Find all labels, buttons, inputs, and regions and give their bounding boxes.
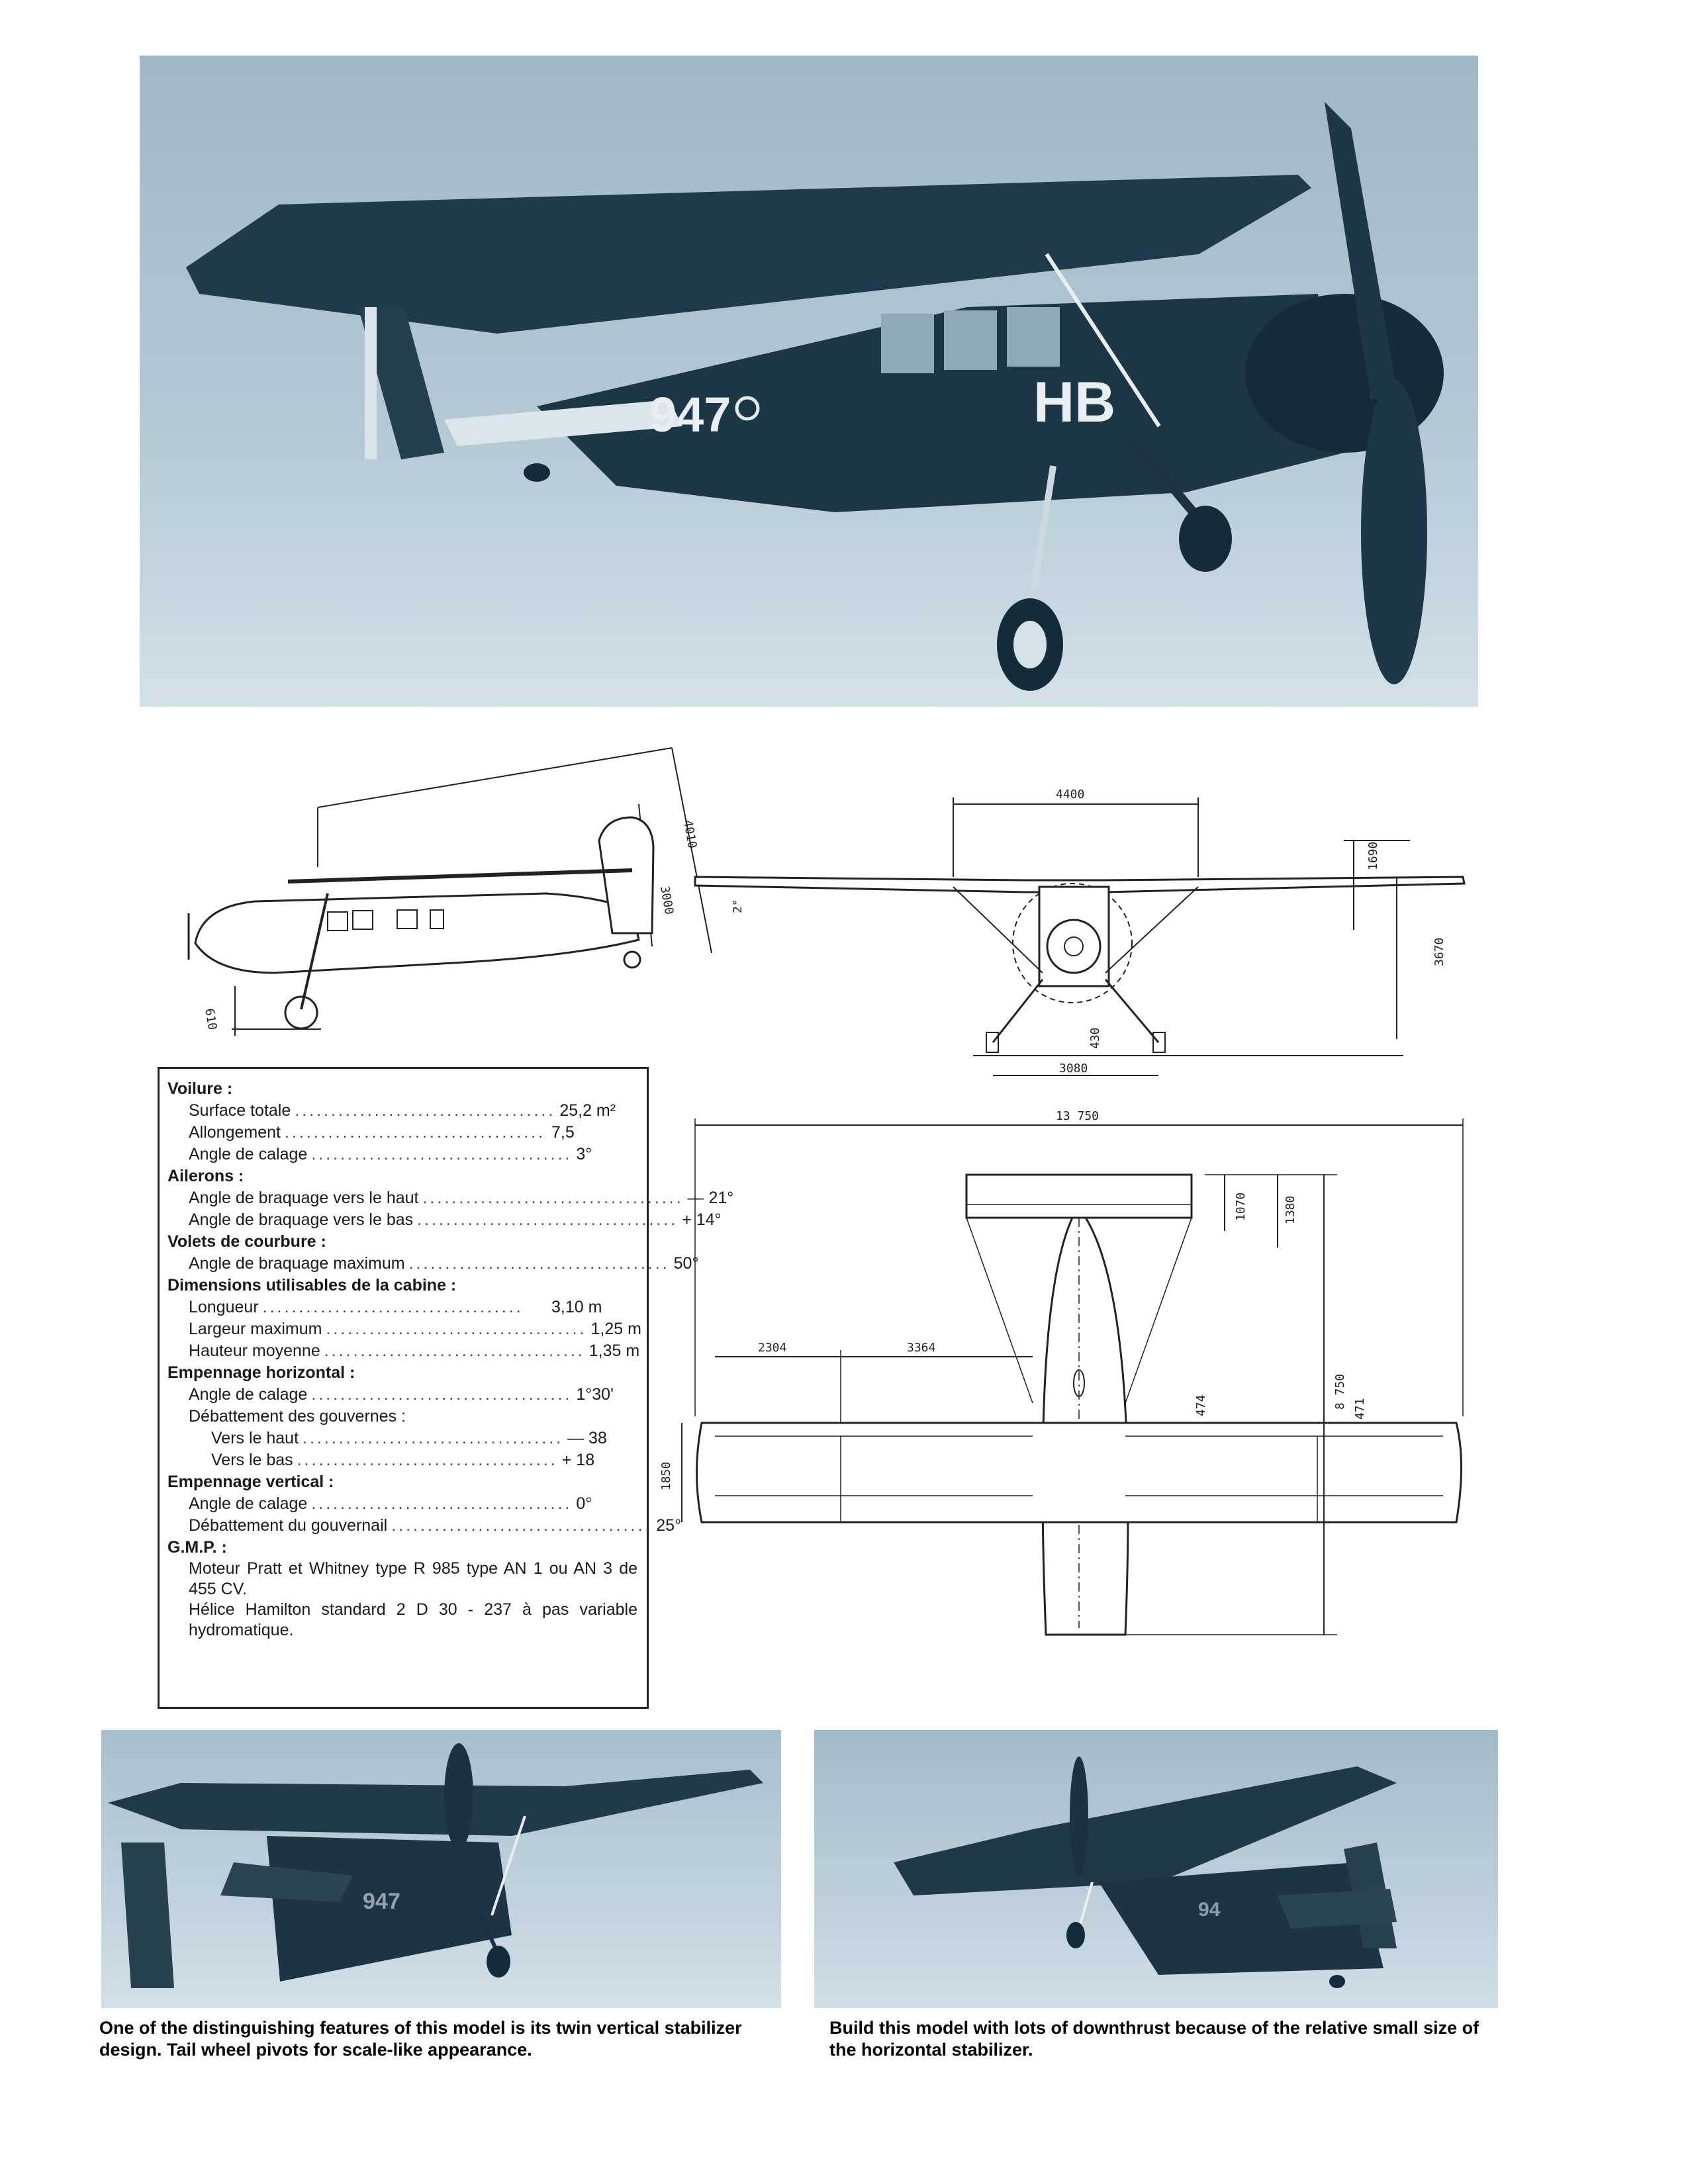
top-dim-flap: 3364 <box>907 1341 936 1355</box>
top-dim-length: 8 750 <box>1333 1373 1347 1410</box>
top-dim-stab-chord: 1070 <box>1234 1192 1248 1221</box>
caption-right: Build this model with lots of downthrust because of the relative small size of the horizontal stabilizer. <box>829 2018 1479 2060</box>
spec-row: Angle de calage .................................... 3° <box>189 1145 592 1163</box>
debattement-label: Débattement des gouvernes : <box>189 1407 406 1426</box>
code-letters: HB <box>1033 371 1116 434</box>
tail-number: 947 <box>649 387 731 442</box>
top-dim-aileron: 2304 <box>758 1341 787 1355</box>
spec-row: Surface totale .................................... 25,2 m² <box>189 1101 616 1120</box>
cabine-heading: Dimensions utilisables de la cabine : <box>167 1276 457 1295</box>
spec-row: Angle de calage .................................... 1°30' <box>189 1385 614 1404</box>
top-dim-stab-root: 1380 <box>1284 1195 1297 1224</box>
spec-row: Angle de calage .................................... 0° <box>189 1494 592 1513</box>
top-dim-span: 13 750 <box>1056 1109 1100 1123</box>
partial-marking: 94 <box>1198 1899 1221 1921</box>
side-view-drawing <box>175 735 731 1066</box>
horizontal-heading: Empennage horizontal : <box>167 1363 355 1382</box>
bottom-right-model-photo <box>814 1730 1498 2008</box>
top-dim-aileron-chord: 471 <box>1353 1398 1367 1420</box>
front-dim-dihedral: 2° <box>731 899 745 913</box>
side-dim-tail-height: 4010 <box>680 819 700 850</box>
spec-row: Angle de braquage vers le haut .................................... — 21° <box>189 1189 734 1207</box>
side-dim-chord: 3000 <box>657 885 677 916</box>
volets-heading: Volets de courbure : <box>167 1232 326 1251</box>
gmp-engine: Moteur Pratt et Whitney type R 985 type AN 1 ou AN 3 de 455 CV. <box>189 1559 637 1598</box>
spec-row: Débattement du gouvernail .................................... 25° <box>189 1516 682 1535</box>
front-dim-ground: 430 <box>1088 1027 1102 1049</box>
spec-row: Angle de braquage vers le bas .................................... + 14° <box>189 1210 722 1229</box>
spec-row: Allongement .................................... 7,5 <box>189 1123 575 1142</box>
top-model-photo <box>140 56 1478 707</box>
side-dim-gear: 610 <box>202 1007 220 1031</box>
front-dim-overall-height: 3670 <box>1432 937 1446 966</box>
front-dim-strut-span: 4400 <box>1056 788 1085 801</box>
ailerons-heading: Ailerons : <box>167 1167 244 1185</box>
spec-row: Vers le haut .................................... — 38 <box>211 1429 607 1447</box>
spec-row: Vers le bas .................................... + 18 <box>211 1451 595 1469</box>
spec-row: Longueur .................................... 3,10 m <box>189 1298 602 1316</box>
spec-row: Hauteur moyenne .................................... 1,35 m <box>189 1342 640 1360</box>
front-dim-track: 3080 <box>1059 1062 1088 1075</box>
front-dim-wing-height: 1690 <box>1366 841 1380 870</box>
voilure-heading: Voilure : <box>167 1079 233 1098</box>
gmp-heading: G.M.P. : <box>167 1538 227 1557</box>
partial-marking: 947 <box>363 1889 400 1914</box>
spec-row: Angle de braquage maximum .................................... 50° <box>189 1254 699 1273</box>
bottom-left-model-photo <box>101 1730 781 2008</box>
top-dim-flap-chord: 474 <box>1194 1394 1208 1416</box>
top-dim-wing-chord: 1850 <box>659 1461 673 1490</box>
gmp-propeller: Hélice Hamilton standard 2 D 30 - 237 à pas variable hydromatique. <box>189 1600 637 1639</box>
caption-left: One of the distinguishing features of this model is its twin vertical stabilizer design. Tail wheel pivots for scale-like appearance. <box>99 2018 742 2060</box>
front-view-drawing <box>682 781 1496 1099</box>
top-view-drawing <box>659 1105 1483 1648</box>
vertical-heading: Empennage vertical : <box>167 1473 334 1491</box>
spec-row: Largeur maximum .................................... 1,25 m <box>189 1320 641 1338</box>
